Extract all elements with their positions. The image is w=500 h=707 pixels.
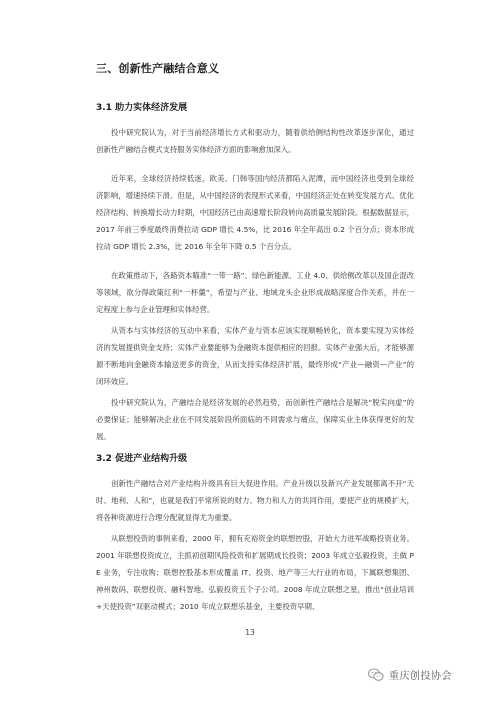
paragraph-1: 投中研究院认为，对于当前经济增长方式和驱动力，随着供给侧结构性改革逐步深化，通过创新性产融结合模式支持服务实体经济方面的影响愈加深入。 xyxy=(96,128,414,154)
paragraph-4: 从资本与实体经济的互动中来看，实体产业与资本应该实现顺畅转化，资本要实现为实体经济的发展提供资金支持；实体产业要能够为金融资本提供相应的回报。实体产业强大后，才能够源源不断地向金融资本输送更多的资金，从而支持实体经济扩展，最终形成“产业—融资—产业”的闭环效应。 xyxy=(96,326,414,386)
watermark-text: 重庆创投协会 xyxy=(389,671,452,682)
paragraph-5: 投中研究院认为，产融结合是经济发展的必然趋势，而创新性产融结合是解决“脱实向虚”的必要保证；能够解决企业在不同发展阶段所面临的不同需求与痛点，保障实业主体获得更好的发展。 xyxy=(96,398,414,441)
subsection-title-3-2: 3.2 促进产业结构升级 xyxy=(96,454,188,464)
paragraph-7: 从联想投资的事例来看，2000 年，拥有充裕资金的联想控股，开始大力进军战略投资业务。2001 年联想投资成立，主抓初创期风险投资和扩展期成长投资；2003 年成立弘毅投资，主做 PE 业务，专注收购；联想控股基本形成覆盖 IT、投资、地产等三大行业的布局，下属联想集团、神州数码、联想投资、融科智地、弘毅投资五个子公司。2008 年成立联想之星，推出“创业培训+天使投资”双驱动模式；2010 年成立联想乐基金，主要投资早期、 xyxy=(96,534,414,611)
paragraph-2: 近年来，全球经济持续低迷，欧美、门韩等国内经济都陷入泥潭，而中国经济也受到全球经济影响，增速持续下滑。但是，从中国经济的表现形式来看，中国经济正处在转变发展方式、优化经济结构、转换增长动力时期，中国经济已由高速增长阶段转向高质量发展阶段。根据数据显示，2017 年前三季度最终消费拉动 GDP 增长 4.5%，比 2016 年全年高出 0.2 个百分点；资本形成拉动 GDP 增长 2.3%，比 2016 年全年下降 0.5 个百分点。 xyxy=(96,174,414,251)
section-title: 三、创新性产融结合意义 xyxy=(96,62,220,75)
watermark xyxy=(368,667,452,682)
subsection-title-3-1: 3.1 助力实体经济发展 xyxy=(96,103,188,113)
paragraph-6: 创新性产融结合对产业结构升级具有巨大促进作用。产业升级以及新兴产业发展都离不开“天时、地利、人和”，也就是我们平常所说的财力、物力和人力的共同作用，要使产业的规模扩大，将各种资源进行合理分配就显得尤为重要。 xyxy=(96,479,414,522)
page-number: 13 xyxy=(245,628,255,637)
wechat-icon xyxy=(368,668,384,682)
paragraph-3: 在政策推动下，各路资本瞄准“一带一路”、绿色新能源、工业 4.0、供给侧改革以及国企混改等领域，欲分得政策红利“一杯羹”，希望与产业、地域龙头企业形成战略深度合作关系，并在一定程度上参与企业管理和实体经营。 xyxy=(96,271,414,314)
